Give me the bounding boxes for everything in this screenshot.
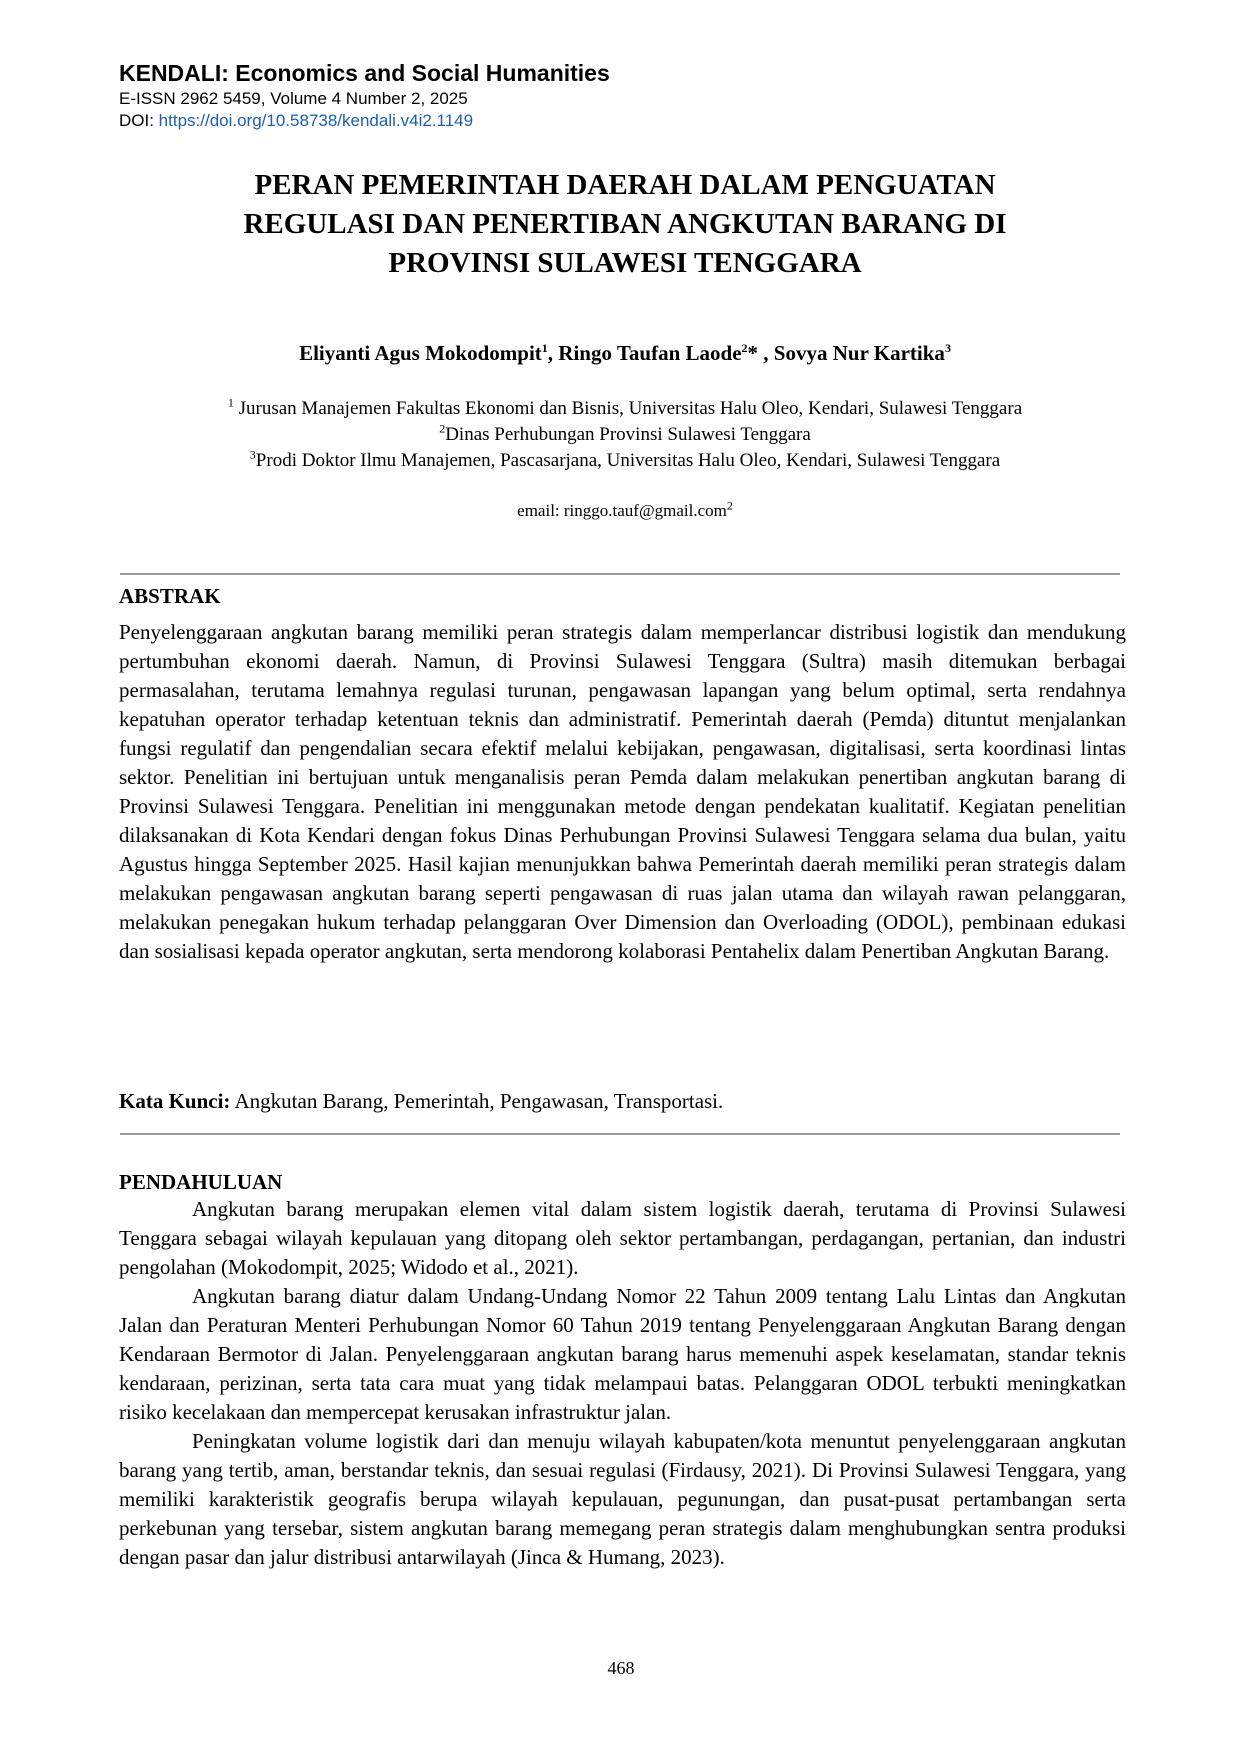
affiliations [120, 396, 1130, 474]
abstract-paragraph: Penyelenggaraan angkutan barang memiliki peran strategis dalam memperlancar distribusi logistik dan mendukung pertumbuhan ekonomi daerah. Namun, di Provinsi Sulawesi Tenggara (Sultra) masih ditemukan berbagai permasalahan, terutama lemahnya regulasi turunan, pengawasan lapangan yang belum optimal, serta rendahnya kepatuhan operator terhadap ketentuan teknis dan administratif. Pemerintah daerah (Pemda) dituntut menjalankan fungsi regulatif dan pengendalian secara efektif melalui kebijakan, pengawasan, digitalisasi, serta koordinasi lintas sektor. Penelitian ini bertujuan untuk menganalisis peran Pemda dalam melakukan penertiban angkutan barang di Provinsi Sulawesi Tenggara. Penelitian ini menggunakan metode dengan pendekatan kualitatif. Kegiatan penelitian dilaksanakan di Kota Kendari dengan fokus Dinas Perhubungan Provinsi Sulawesi Tenggara selama dua bulan, yaitu Agustus hingga September 2025. Hasil kajian menunjukkan bahwa Pemerintah daerah memiliki peran strategis dalam melakukan pengawasan angkutan barang seperti pengawasan di ruas jalan utama dan wilayah rawan pelanggaran, melakukan penegakan hukum terhadap pelanggaran Over Dimension dan Overloading (ODOL), pembinaan edukasi dan sosialisasi kepada operator angkutan, serta mendorong kolaborasi Pentahelix dalam Penertiban Angkutan Barang. [119, 620, 1126, 963]
contact-email [120, 500, 1130, 522]
introduction-heading: PENDAHULUAN [119, 1170, 283, 1194]
affiliation-line [120, 422, 1130, 448]
author-list [120, 340, 1130, 366]
keywords [119, 1088, 1126, 1114]
journal-doi [119, 110, 610, 132]
author-name: Eliyanti Agus Mokodompit [299, 341, 542, 365]
journal-header [119, 58, 610, 132]
journal-issn: E-ISSN 2962 5459, Volume 4 Number 2, 2025 [119, 89, 468, 108]
author-affil-sup: 1 [541, 341, 548, 355]
affiliation-line [120, 448, 1130, 474]
keywords-label: Kata Kunci: [119, 1089, 231, 1113]
affiliation-number: 1 [227, 395, 234, 410]
journal-name: KENDALI: Economics and Social Humanities [119, 60, 610, 86]
divider-bottom [120, 1133, 1120, 1135]
introduction-body [119, 1195, 1126, 1572]
affiliation-text: Jurusan Manajemen Fakultas Ekonomi dan Bisnis, Universitas Halu Oleo, Kendari, Sulawesi Tenggara [233, 398, 1023, 419]
page-number: 468 [607, 1658, 635, 1678]
divider-top [120, 573, 1120, 575]
author-name: Ringo Taufan Laode [558, 341, 742, 365]
author-affil-sup: 2 [741, 341, 748, 355]
title-line: PERAN PEMERINTAH DAERAH DALAM PENGUATAN [254, 169, 996, 201]
author-name: Sovya Nur Kartika [773, 341, 945, 365]
introduction-paragraph: Angkutan barang diatur dalam Undang-Undang Nomor 22 Tahun 2009 tentang Lalu Lintas dan Angkutan Jalan dan Peraturan Menteri Perhubungan Nomor 60 Tahun 2019 tentang Penyelenggaraan Angkutan Barang dengan Kendaraan Bermotor di Jalan. Penyelenggaraan angkutan barang harus memenuhi aspek keselamatan, standar teknis kendaraan, perizinan, serta tata cara muat yang tidak melampaui batas. Pelanggaran ODOL terbukti meningkatkan risiko kecelakaan dan mempercepat kerusakan infrastruktur jalan. [119, 1284, 1126, 1424]
affiliation-line [120, 396, 1130, 422]
corresponding-mark: * [747, 341, 759, 365]
author-separator: , [547, 341, 559, 365]
affiliation-number: 2 [439, 421, 446, 436]
title-line: REGULASI DAN PENERTIBAN ANGKUTAN BARANG DI [243, 208, 1007, 240]
abstract-body [119, 618, 1126, 966]
affiliation-number: 3 [249, 447, 256, 462]
author-affil-sup: 3 [944, 341, 951, 355]
doi-label: DOI: [119, 111, 159, 130]
affiliation-text: Prodi Doktor Ilmu Manajemen, Pascasarjana, Universitas Halu Oleo, Kendari, Sulawesi Tenggara [255, 450, 1001, 471]
author-separator: , [758, 341, 774, 365]
paper-title [120, 166, 1130, 283]
keywords-text: Angkutan Barang, Pemerintah, Pengawasan, Transportasi. [230, 1089, 724, 1113]
introduction-paragraph: Angkutan barang merupakan elemen vital dalam sistem logistik daerah, terutama di Provinsi Sulawesi Tenggara sebagai wilayah kepulauan yang ditopang oleh sektor pertambangan, perdagangan, pertanian, dan industri pengolahan (Mokodompit, 2025; Widodo et al., 2021). [119, 1197, 1126, 1279]
title-line: PROVINSI SULAWESI TENGGARA [388, 247, 862, 279]
email-text[interactable]: email: ringgo.tauf@gmail.com [517, 501, 727, 520]
doi-link[interactable]: https://doi.org/10.58738/kendali.v4i2.1149 [158, 111, 474, 130]
abstract-heading: ABSTRAK [119, 584, 221, 608]
affiliation-text: Dinas Perhubungan Provinsi Sulawesi Tenggara [445, 424, 811, 445]
introduction-paragraph: Peningkatan volume logistik dari dan menuju wilayah kabupaten/kota menuntut penyelenggaraan angkutan barang yang tertib, aman, berstandar teknis, dan sesuai regulasi (Firdausy, 2021). Di Provinsi Sulawesi Tenggara, yang memiliki karakteristik geografis berupa wilayah kepulauan, pegunungan, dan pusat-pusat pertambangan serta perkebunan yang tersebar, sistem angkutan barang memegang peran strategis dalam menghubungkan sentra produksi dengan pasar dan jalur distribusi antarwilayah (Jinca & Humang, 2023). [119, 1429, 1126, 1569]
email-sup: 2 [726, 498, 733, 513]
